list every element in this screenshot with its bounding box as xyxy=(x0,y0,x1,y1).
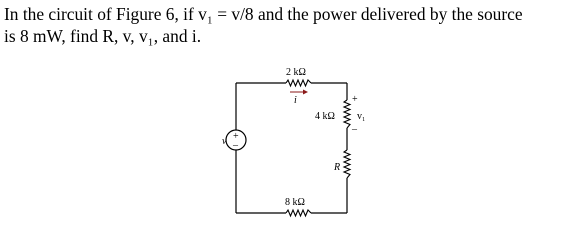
v1-plus-sign: + xyxy=(352,94,358,105)
source-minus-sign: – xyxy=(233,140,238,151)
current-label: i xyxy=(294,95,297,106)
resistor-8k xyxy=(286,210,311,216)
current-arrow xyxy=(290,90,308,95)
v1-minus-sign: – xyxy=(352,124,357,135)
resistor-4k-label: 4 kΩ xyxy=(315,111,335,122)
question-line-2: is 8 mW, find R, v, v₁, and i. xyxy=(4,26,202,46)
resistor-8k-label: 8 kΩ xyxy=(285,197,305,208)
v1-label: v₁ xyxy=(357,111,366,122)
resistor-4k xyxy=(344,100,350,128)
source-plus-sign: + xyxy=(233,131,239,142)
question-line-1: In the circuit of Figure 6, if v₁ = v/8 and the power delivered by the source xyxy=(4,4,523,24)
resistor-2k-label: 2 kΩ xyxy=(286,67,306,78)
resistor-2k xyxy=(286,80,311,86)
circuit-wires xyxy=(236,83,347,213)
source-label: v xyxy=(222,136,227,147)
resistor-r xyxy=(344,150,350,178)
resistor-r-label: R xyxy=(334,162,341,173)
